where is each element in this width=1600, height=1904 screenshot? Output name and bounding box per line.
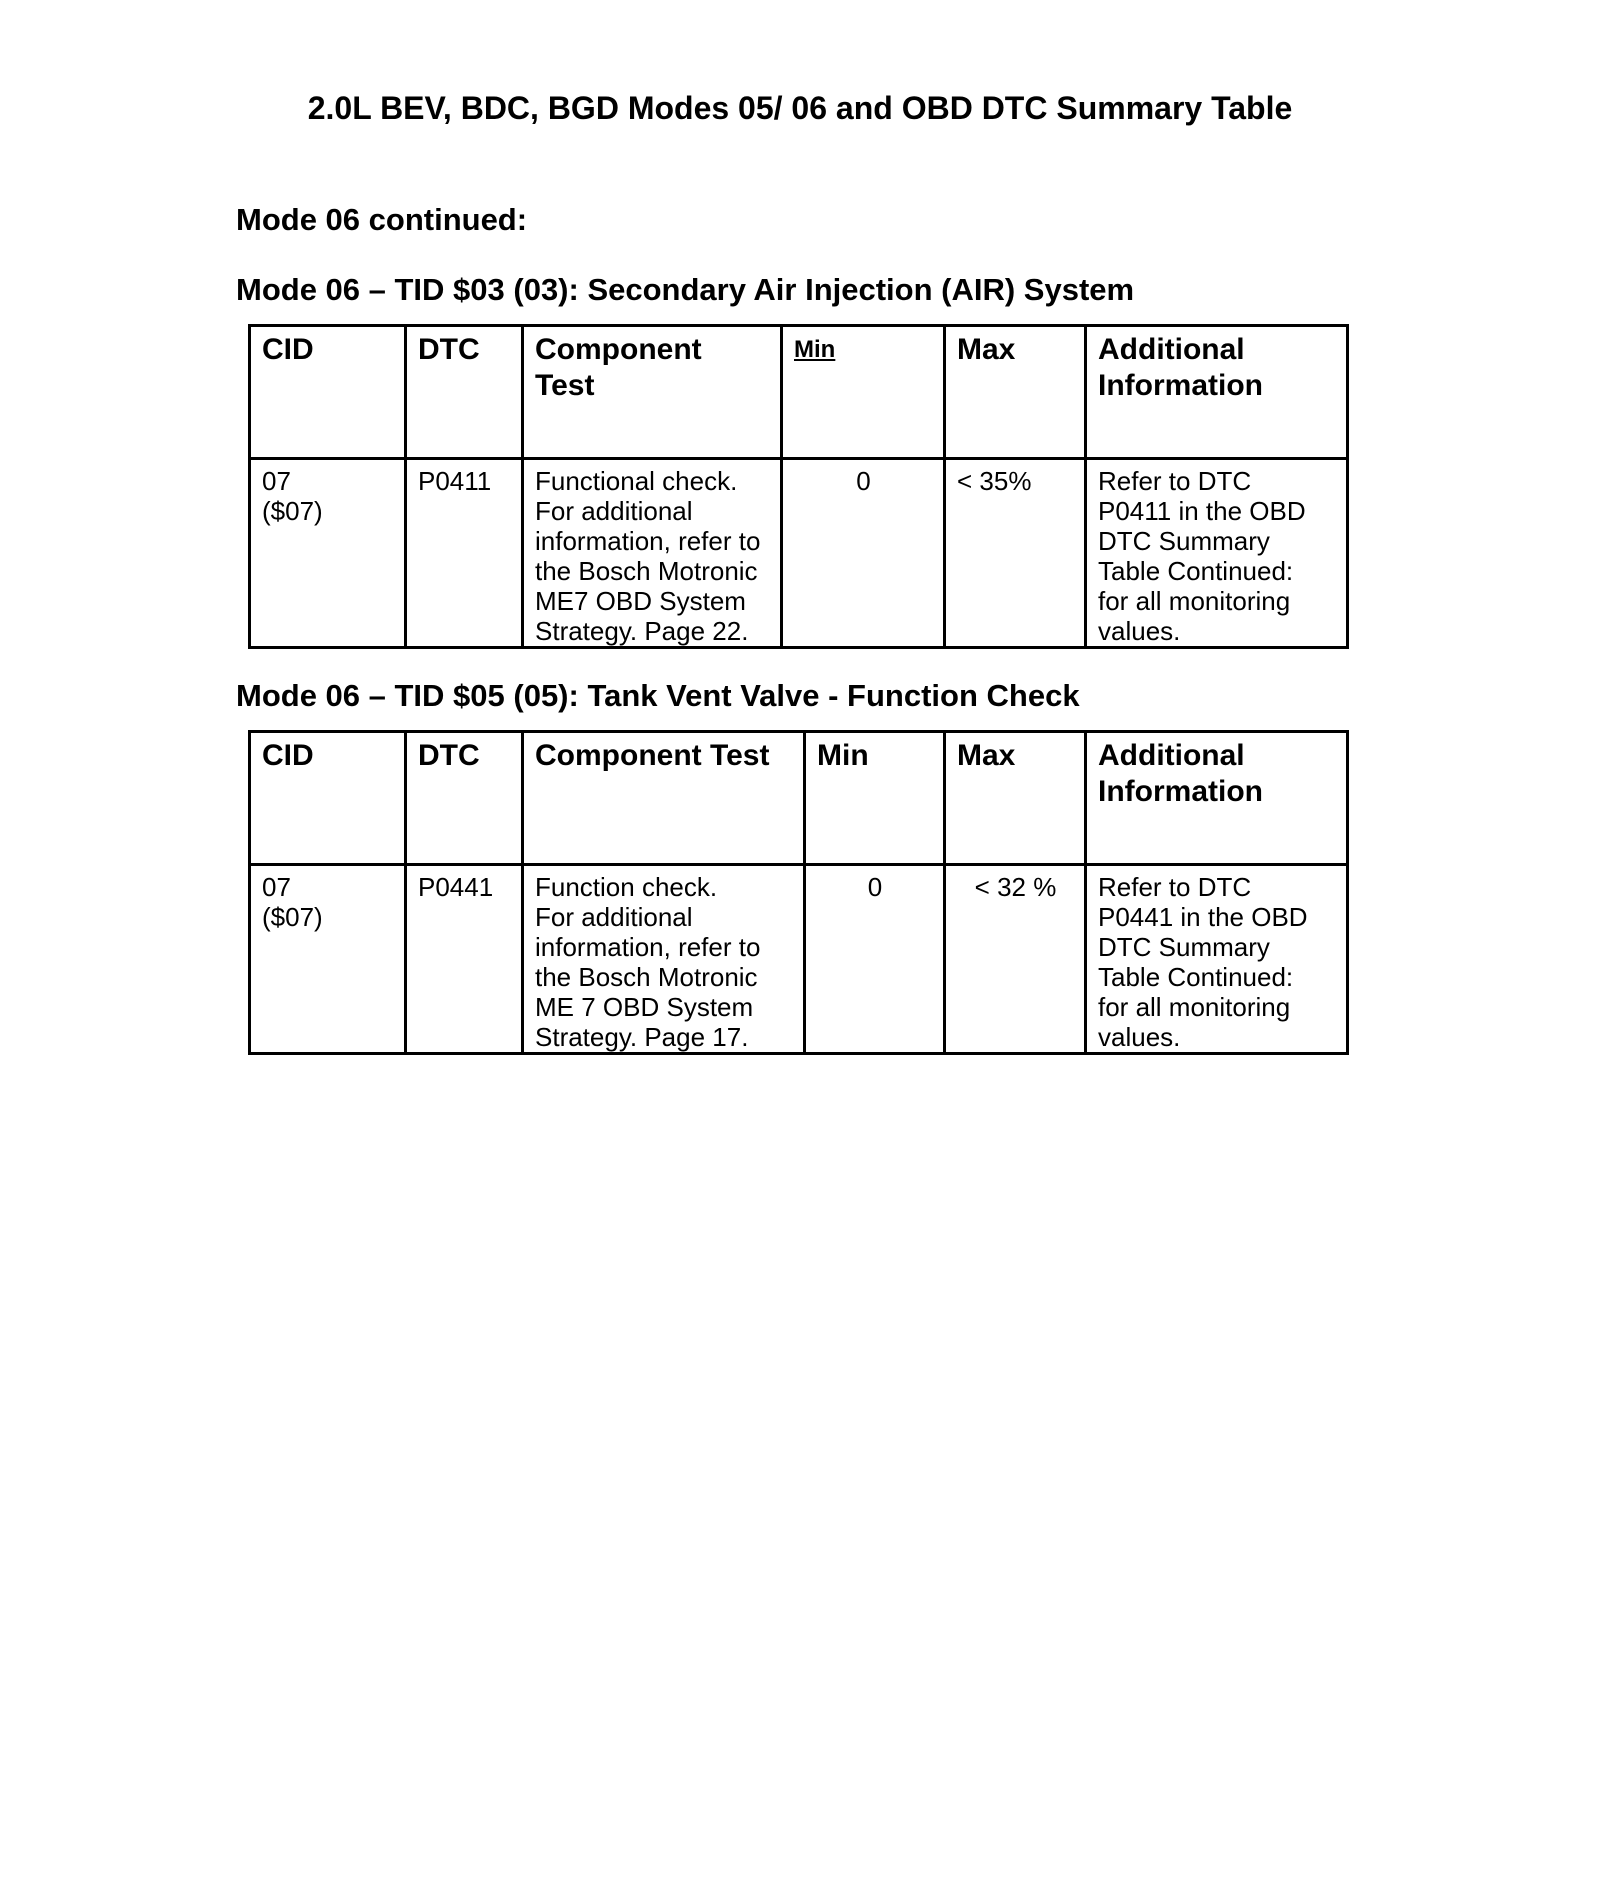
header-cid: CID xyxy=(250,732,406,865)
header-max: Max xyxy=(945,326,1086,459)
table-row xyxy=(250,459,1348,648)
header-cid: CID xyxy=(250,326,406,459)
header-additional-info: Additional Information xyxy=(1086,732,1348,865)
table-header-row xyxy=(250,732,1348,865)
header-max: Max xyxy=(945,732,1086,865)
cell-additional-info: Refer to DTC P0411 in the OBD DTC Summary Table Continued: for all monitoring values. xyxy=(1086,459,1348,648)
cell-cid: 07 ($07) xyxy=(250,865,406,1054)
page-title: 2.0L BEV, BDC, BGD Modes 05/ 06 and OBD DTC Summary Table xyxy=(307,90,1293,126)
cell-dtc: P0441 xyxy=(406,865,523,1054)
header-additional-info: Additional Information xyxy=(1086,326,1348,459)
cell-min: 0 xyxy=(782,459,945,648)
cell-cid: 07 ($07) xyxy=(250,459,406,648)
cell-component-test: Function check. For additional information, refer to the Bosch Motronic ME 7 OBD System Strategy. Page 17. xyxy=(523,865,805,1054)
cell-component-test: Functional check. For additional information, refer to the Bosch Motronic ME7 OBD System Strategy. Page 22. xyxy=(523,459,782,648)
header-min: Min xyxy=(805,732,945,865)
cell-additional-info: Refer to DTC P0441 in the OBD DTC Summary Table Continued: for all monitoring values. xyxy=(1086,865,1348,1054)
table-1-heading: Mode 06 – TID $03 (03): Secondary Air Injection (AIR) System xyxy=(236,272,1135,307)
table-tank-vent-valve xyxy=(248,730,1349,1055)
cell-max: < 32 % xyxy=(945,865,1086,1054)
cell-max: < 35% xyxy=(945,459,1086,648)
table-header-row xyxy=(250,326,1348,459)
header-dtc: DTC xyxy=(406,732,523,865)
header-component-test: Component Test xyxy=(523,732,805,865)
table-2-heading: Mode 06 – TID $05 (05): Tank Vent Valve - Function Check xyxy=(236,678,1080,713)
header-dtc: DTC xyxy=(406,326,523,459)
cell-dtc: P0411 xyxy=(406,459,523,648)
header-component-test: Component Test xyxy=(523,326,782,459)
table-air-injection xyxy=(248,324,1349,649)
cell-min: 0 xyxy=(805,865,945,1054)
header-min: Min xyxy=(782,326,945,459)
table-row xyxy=(250,865,1348,1054)
continued-label: Mode 06 continued: xyxy=(236,202,528,237)
